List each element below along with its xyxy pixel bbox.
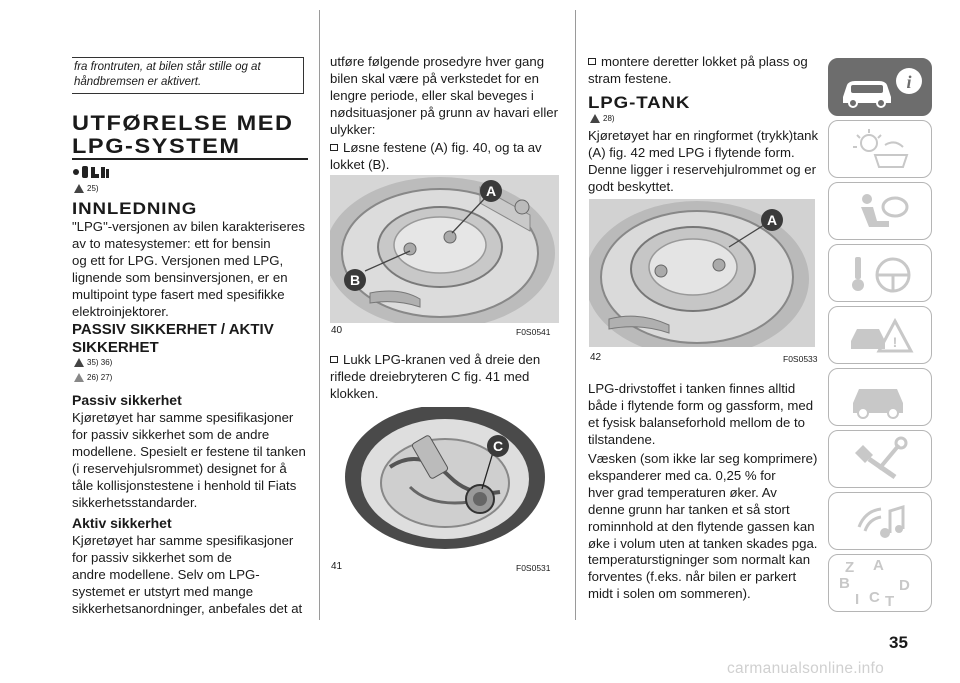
column-divider: [575, 10, 576, 620]
svg-text:i: i: [906, 72, 912, 92]
text-line: elektroinjektorer.: [72, 303, 169, 319]
page-number: 35: [889, 633, 908, 652]
tab-safety[interactable]: [828, 182, 932, 240]
index-letter: C: [869, 589, 880, 606]
checkbox-bullet-icon: [330, 356, 338, 363]
warning-refs: [74, 184, 99, 193]
passive-paragraph: [72, 410, 306, 511]
index-letter: B: [839, 575, 850, 592]
text-line: andre modellene. Selv om LPG-: [72, 566, 260, 582]
text-line: nødsituasjoner på grunn av havari eller: [330, 104, 558, 120]
index-letter: T: [885, 593, 895, 610]
text-line: for passiv sikkerhet som de: [72, 549, 232, 565]
tab-emergency[interactable]: [828, 306, 932, 364]
callout-c: C: [487, 435, 509, 457]
text-line: både i flytende form og gassform, med: [588, 397, 814, 413]
tab-dashboard[interactable]: [828, 120, 932, 178]
text-line: Løsne festene (A) fig. 40, og ta av: [343, 140, 542, 155]
lpg-icon: [72, 163, 112, 186]
active-paragraph: [72, 533, 302, 618]
text-line: Lukk LPG-kranen ved å dreie den: [343, 352, 541, 367]
dashboard-lights-icon: [829, 121, 933, 179]
bullet-step-2: [330, 352, 540, 403]
figure-42-image: [589, 199, 815, 347]
tab-maintenance[interactable]: [828, 368, 932, 426]
index-letter: D: [899, 577, 910, 594]
text-line: sikkerhetsanordninger, anbefales det at: [72, 600, 303, 616]
tank-paragraph: [588, 128, 818, 196]
section-title-line: UTFØRELSE MED: [72, 112, 294, 135]
heading-passive: Passiv sikkerhet: [72, 392, 182, 408]
checkbox-bullet-icon: [330, 144, 338, 151]
text-line: hver grad temperaturen øker. Av: [588, 484, 777, 500]
heading-safety: [72, 321, 274, 357]
text-line: stram festene.: [588, 70, 672, 86]
text-line: for passiv sikkerhet som de andre: [72, 426, 270, 442]
note-line: fra frontruten, at bilen står stille og at: [74, 61, 261, 73]
figure-number: 41: [331, 561, 343, 572]
figure-code: F0S0541: [516, 327, 551, 337]
figure-code: F0S0531: [516, 563, 551, 573]
text-line: Kjøretøyet har samme spesifikasjoner: [72, 410, 294, 425]
text-line: Kjøretøyet har en ringformet (trykk)tank: [588, 128, 819, 143]
text-line: et fysisk balanseforhold mellom de to: [588, 414, 805, 430]
heading-active: Aktiv sikkerhet: [72, 515, 172, 531]
caution-refs: [74, 373, 112, 382]
warning-refs: [590, 114, 615, 123]
multimedia-icon: [829, 493, 933, 551]
section-title-line: LPG-SYSTEM: [72, 135, 241, 158]
figure-code: F0S0533: [783, 354, 818, 364]
car-service-icon: [829, 369, 933, 427]
text-line: ekspanderer med ca. 0,25 % for: [588, 467, 776, 483]
heading-tank: LPG-TANK: [588, 93, 691, 112]
procedure-intro: [330, 54, 558, 139]
text-line: "LPG"-versjonen av bilen karakteriseres: [72, 219, 305, 234]
heading-line: PASSIV SIKKERHET / AKTIV: [72, 321, 274, 338]
index-letter: Z: [845, 559, 855, 576]
text-line: tilstandene.: [588, 431, 656, 447]
heading-intro: INNLEDNING: [72, 199, 198, 218]
text-line: øke i volum uten at tanken skades pga.: [588, 535, 818, 551]
text-line: forventes (f.eks. når bilen er parkert: [588, 569, 797, 585]
warning-icon: [590, 114, 600, 123]
ref-text: 35) 36): [87, 358, 113, 367]
text-line: av to matesystemer: ett for bensin: [72, 235, 271, 251]
tab-index[interactable]: [828, 554, 932, 612]
checkbox-bullet-icon: [588, 58, 596, 65]
text-line: Væsken (som ikke lar seg komprimere): [588, 451, 818, 466]
warning-triangle-car-icon: [829, 307, 933, 365]
ref-text: 28): [603, 114, 615, 123]
callout-a: A: [761, 209, 783, 231]
figure-41-image: [330, 407, 559, 555]
callout-a: A: [480, 180, 502, 202]
airbag-seat-icon: [829, 183, 933, 241]
text-line: Kjøretøyet har samme spesifikasjoner: [72, 533, 294, 548]
key-steering-wheel-icon: [829, 245, 933, 303]
bullet-step-1: [330, 140, 542, 174]
svg-text:!: !: [892, 334, 898, 350]
figure-number: 42: [590, 352, 602, 363]
fuel-paragraph: [588, 381, 813, 449]
text-line: rominnhold at den flytende gassen kan: [588, 518, 815, 534]
text-line: riflede dreiebryteren C fig. 41 med: [330, 368, 530, 384]
caution-icon: [74, 373, 84, 382]
warning-icon: [74, 184, 84, 193]
text-line: temperaturstigninger som normalt kan: [588, 552, 811, 568]
text-line: multipoint type fasert med spesifikke: [72, 286, 285, 302]
car-info-icon: [829, 59, 933, 117]
text-line: lengre periode, eller skal beveges i: [330, 87, 534, 103]
text-line: lokket (B).: [330, 156, 390, 172]
text-line: tåle kollisjonstestene i henhold til Fiats: [72, 477, 297, 493]
callout-b: B: [344, 269, 366, 291]
figure-40-image: [330, 175, 559, 323]
watermark-text: carmanualsonline.info: [727, 660, 885, 677]
text-line: ulykker:: [330, 121, 376, 137]
text-line: klokken.: [330, 385, 379, 401]
warning-refs: [74, 358, 112, 367]
text-line: (A) fig. 42 med LPG i flytende form.: [588, 144, 795, 160]
note-line: håndbremsen er aktivert.: [74, 76, 202, 88]
text-line: sikkerhetsstandarder.: [72, 494, 198, 510]
tab-technical[interactable]: [828, 430, 932, 488]
liquid-paragraph: [588, 451, 817, 603]
tab-car-info[interactable]: [828, 58, 932, 116]
ref-text: 25): [87, 184, 99, 193]
intro-paragraph: [72, 219, 305, 320]
bullet-step-3: [588, 54, 808, 88]
text-line: Denne ligger i reservehjulrommet og er: [588, 161, 816, 177]
index-letter: I: [855, 591, 860, 608]
text-line: LPG-drivstoffet i tanken finnes alltid: [588, 381, 796, 396]
text-line: utføre følgende prosedyre hver gang: [330, 54, 545, 69]
text-line: og ett for LPG. Versjonen med LPG,: [72, 252, 284, 268]
text-line: denne grunn har tanken et så stort: [588, 501, 790, 517]
heading-line: SIKKERHET: [72, 339, 159, 356]
text-line: godt beskyttet.: [588, 178, 674, 194]
column-divider: [319, 10, 320, 620]
text-line: bilen skal være på verkstedet for en: [330, 70, 539, 86]
text-line: (i reservehjulsrommet) designet for å: [72, 460, 287, 476]
figure-number: 40: [331, 325, 343, 336]
tab-multimedia[interactable]: [828, 492, 932, 550]
text-line: montere deretter lokket på plass og: [601, 54, 808, 69]
ref-text: 26) 27): [87, 373, 113, 382]
text-line: systemet er utstyrt med mange: [72, 583, 254, 599]
title-underline: [72, 158, 308, 160]
index-letter: A: [873, 557, 884, 574]
text-line: lignende som bensinversjonen, er en: [72, 269, 288, 285]
note-box: [72, 57, 304, 94]
section-title: [72, 112, 294, 158]
warning-icon: [74, 358, 84, 367]
text-line: modellene. Spesielt er festene til tanken: [72, 443, 306, 459]
tab-starting[interactable]: [828, 244, 932, 302]
tools-icon: [829, 431, 933, 489]
text-line: midt i solen om sommeren).: [588, 586, 751, 602]
